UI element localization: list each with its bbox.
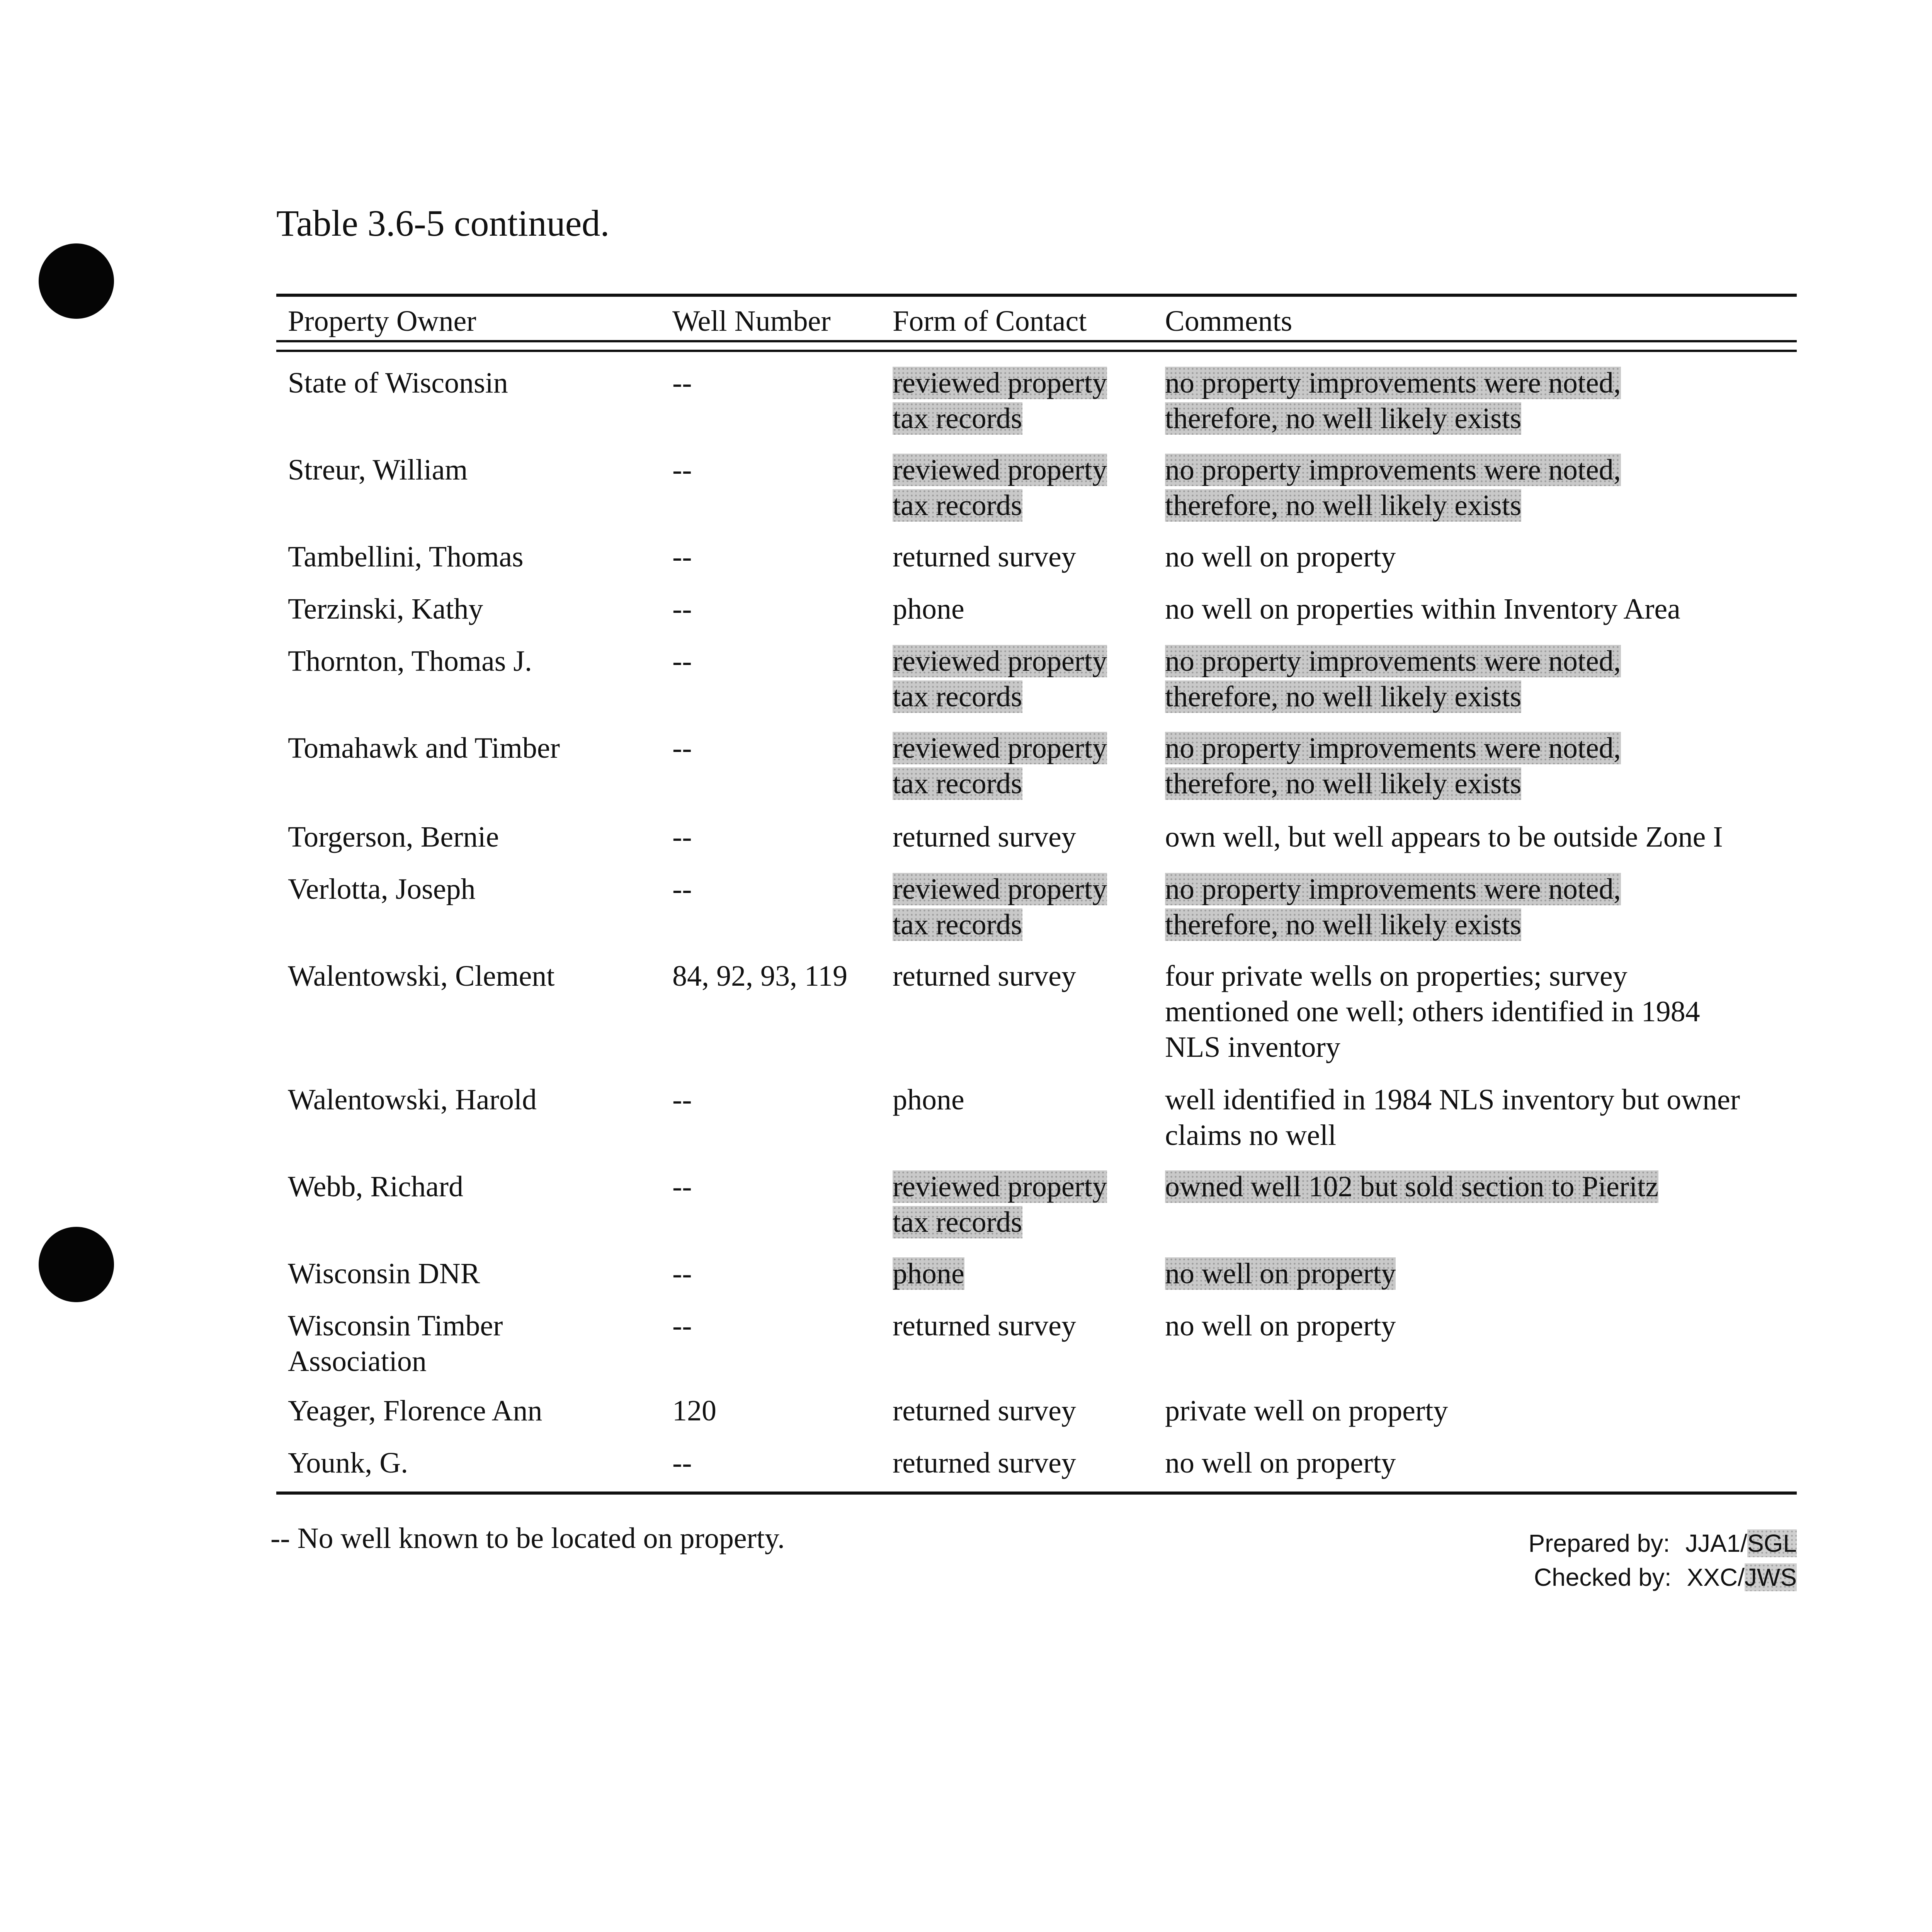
well-number-cell: -- bbox=[672, 645, 692, 677]
comments-cell: no property improvements were noted, therefore, no well likely exists bbox=[1165, 367, 1621, 435]
owner-cell: Walentowski, Clement bbox=[288, 960, 555, 992]
well-number-cell: -- bbox=[672, 454, 692, 486]
owner-cell: Wisconsin Timber Association bbox=[288, 1310, 503, 1378]
well-number-cell: -- bbox=[672, 1170, 692, 1203]
owner-cell: Tomahawk and Timber bbox=[288, 732, 560, 764]
header-double-rule bbox=[276, 340, 1797, 342]
well-number-cell: -- bbox=[672, 1257, 692, 1290]
comments-cell: four private wells on properties; survey mentioned one well; others identified in 1984 NLS inventory bbox=[1165, 960, 1700, 1063]
signoff-block bbox=[1528, 1526, 1797, 1594]
checked-by-label: Checked by: bbox=[1534, 1563, 1672, 1591]
checked-by-initials: XXC/ bbox=[1687, 1563, 1745, 1591]
contact-cell: returned survey bbox=[893, 821, 1076, 853]
well-number-cell: -- bbox=[672, 1447, 692, 1479]
prepared-by-line bbox=[1528, 1526, 1797, 1560]
comments-cell: no well on property bbox=[1165, 1310, 1396, 1342]
well-number-cell: -- bbox=[672, 541, 692, 573]
punch-hole-icon bbox=[39, 243, 114, 319]
contact-cell: phone bbox=[893, 1083, 964, 1116]
prepared-by-initials: JJA1/ bbox=[1685, 1529, 1747, 1557]
punch-hole-icon bbox=[39, 1227, 114, 1302]
owner-cell: Younk, G. bbox=[288, 1447, 408, 1479]
comments-cell: no property improvements were noted, therefore, no well likely exists bbox=[1165, 454, 1621, 522]
comments-cell: no property improvements were noted, therefore, no well likely exists bbox=[1165, 732, 1621, 800]
contact-cell: phone bbox=[893, 593, 964, 625]
comments-cell: no well on property bbox=[1165, 1257, 1396, 1290]
comments-cell: no well on property bbox=[1165, 541, 1396, 573]
header-comments: Comments bbox=[1165, 305, 1293, 337]
table-top-rule bbox=[276, 294, 1797, 297]
contact-cell: reviewed property tax records bbox=[893, 732, 1107, 800]
checked-by-initials-shaded: JWS bbox=[1744, 1563, 1797, 1591]
comments-cell: no well on properties within Inventory Area bbox=[1165, 593, 1680, 625]
comments-cell: owned well 102 but sold section to Pieritz bbox=[1165, 1170, 1659, 1203]
comments-cell: no well on property bbox=[1165, 1447, 1396, 1479]
contact-cell: reviewed property tax records bbox=[893, 645, 1107, 713]
owner-cell: Yeager, Florence Ann bbox=[288, 1395, 543, 1427]
contact-cell: reviewed property tax records bbox=[893, 873, 1107, 941]
owner-cell: Thornton, Thomas J. bbox=[288, 645, 532, 677]
comments-cell: own well, but well appears to be outside Zone I bbox=[1165, 821, 1723, 853]
owner-cell: Terzinski, Kathy bbox=[288, 593, 483, 625]
owner-cell: Wisconsin DNR bbox=[288, 1257, 480, 1290]
comments-cell: no property improvements were noted, therefore, no well likely exists bbox=[1165, 873, 1621, 941]
table-title: Table 3.6-5 continued. bbox=[276, 202, 610, 244]
header-form-of-contact: Form of Contact bbox=[893, 305, 1087, 337]
checked-by-line bbox=[1528, 1560, 1797, 1594]
well-number-cell: -- bbox=[672, 367, 692, 399]
comments-cell: no property improvements were noted, therefore, no well likely exists bbox=[1165, 645, 1621, 713]
well-number-cell: -- bbox=[672, 593, 692, 625]
table-bottom-rule bbox=[276, 1492, 1797, 1495]
well-number-cell: 120 bbox=[672, 1395, 716, 1427]
contact-cell: reviewed property tax records bbox=[893, 1170, 1107, 1238]
header-property-owner: Property Owner bbox=[288, 305, 476, 337]
owner-cell: Tambellini, Thomas bbox=[288, 541, 524, 573]
comments-cell: private well on property bbox=[1165, 1395, 1448, 1427]
header-double-rule bbox=[276, 350, 1797, 352]
owner-cell: Verlotta, Joseph bbox=[288, 873, 476, 905]
contact-cell: returned survey bbox=[893, 1310, 1076, 1342]
contact-cell: reviewed property tax records bbox=[893, 367, 1107, 435]
table-footnote: -- No well known to be located on property. bbox=[270, 1522, 785, 1554]
contact-cell: phone bbox=[893, 1257, 964, 1290]
owner-cell: Walentowski, Harold bbox=[288, 1083, 537, 1116]
contact-cell: returned survey bbox=[893, 1447, 1076, 1479]
comments-cell: well identified in 1984 NLS inventory but owner claims no well bbox=[1165, 1083, 1740, 1151]
well-number-cell: -- bbox=[672, 1083, 692, 1116]
prepared-by-initials-shaded: SGL bbox=[1747, 1529, 1797, 1557]
header-well-number: Well Number bbox=[672, 305, 831, 337]
owner-cell: State of Wisconsin bbox=[288, 367, 508, 399]
prepared-by-label: Prepared by: bbox=[1528, 1529, 1670, 1557]
owner-cell: Webb, Richard bbox=[288, 1170, 463, 1203]
contact-cell: reviewed property tax records bbox=[893, 454, 1107, 522]
contact-cell: returned survey bbox=[893, 1395, 1076, 1427]
owner-cell: Streur, William bbox=[288, 454, 468, 486]
well-number-cell: -- bbox=[672, 873, 692, 905]
well-number-cell: -- bbox=[672, 821, 692, 853]
contact-cell: returned survey bbox=[893, 960, 1076, 992]
owner-cell: Torgerson, Bernie bbox=[288, 821, 499, 853]
contact-cell: returned survey bbox=[893, 541, 1076, 573]
well-number-cell: -- bbox=[672, 732, 692, 764]
well-number-cell: 84, 92, 93, 119 bbox=[672, 960, 848, 992]
well-number-cell: -- bbox=[672, 1310, 692, 1342]
